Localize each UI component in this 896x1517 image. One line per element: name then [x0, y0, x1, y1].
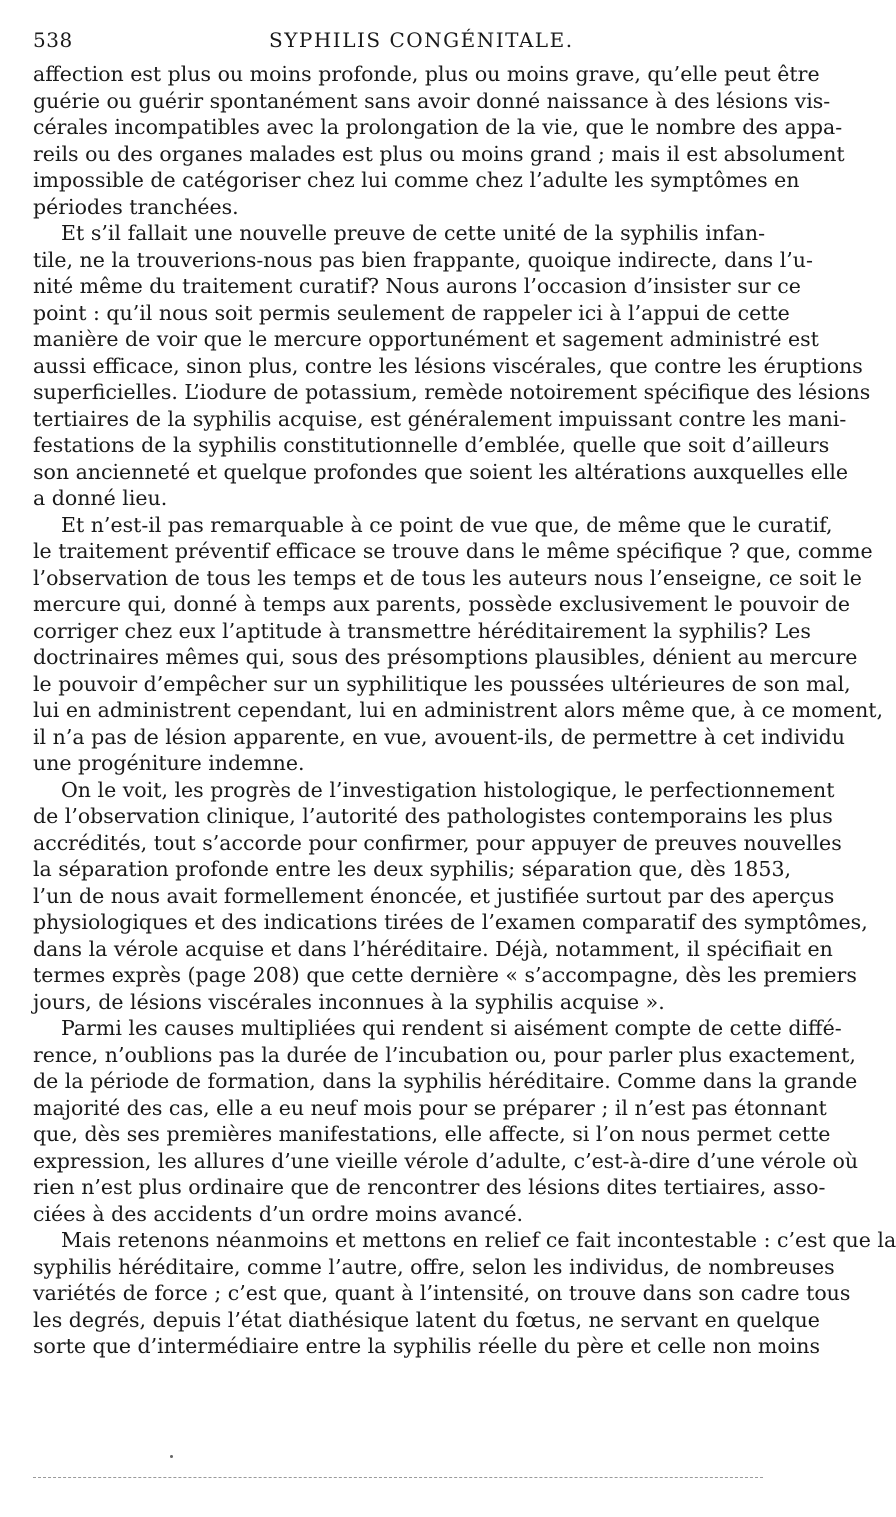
text-line: ciées à des accidents d’un ordre moins avancé. [33, 1201, 524, 1226]
text-line: dans la vérole acquise et dans l’héréditaire. Déjà, notamment, il spécifiait en [33, 936, 833, 961]
text-line: a donné lieu. [33, 486, 168, 510]
text-line: Parmi les causes multipliées qui rendent si aisément compte de cette diffé- [61, 1016, 842, 1040]
text-line: reils ou des organes malades est plus ou moins grand ; mais il est absolument [33, 141, 845, 166]
text-line: de la période de formation, dans la syphilis héréditaire. Comme dans la grande [33, 1069, 858, 1093]
text-line: jours, de lésions viscérales inconnues à la syphilis acquise ». [33, 989, 665, 1014]
text-line: une progéniture indemne. [33, 751, 305, 775]
text-line: physiologiques et des indications tirées de l’examen comparatif des symptômes, [33, 910, 868, 934]
text-line: le traitement préventif efficace se trouve dans le même spécifique ? que, comme [33, 539, 873, 563]
text-line: variétés de force ; c’est que, quant à l’intensité, on trouve dans son cadre tous [33, 1281, 851, 1305]
running-header [33, 22, 765, 58]
text-line: rien n’est plus ordinaire que de rencontrer des lésions dites tertiaires, asso- [33, 1175, 826, 1199]
text-line: point : qu’il nous soit permis seulement de rappeler ici à l’appui de cette [33, 300, 790, 325]
text-line: Et s’il fallait une nouvelle preuve de cette unité de la syphilis infan- [61, 221, 765, 245]
text-line: Mais retenons néanmoins et mettons en relief ce fait incontestable : c’est que la [61, 1228, 896, 1252]
text-line: impossible de catégoriser chez lui comme chez l’adulte les symptômes en [33, 168, 800, 192]
text-line: termes exprès (page 208) que cette dernière « s’accompagne, dès les premiers [33, 963, 857, 987]
text-line: l’observation de tous les temps et de tous les auteurs nous l’enseigne, ce soit le [33, 565, 862, 590]
text-line: nité même du traitement curatif? Nous aurons l’occasion d’insister sur ce [33, 274, 801, 298]
body-text [33, 61, 896, 1360]
text-line: aussi efficace, sinon plus, contre les lésions viscérales, que contre les éruptions [33, 353, 863, 378]
book-page [33, 0, 896, 1517]
text-line: il n’a pas de lésion apparente, en vue, avouent-ils, de permettre à cet individu [33, 724, 845, 749]
text-line: accrédités, tout s’accorde pour confirmer, pour appuyer de preuves nouvelles [33, 830, 842, 855]
text-line: corriger chez eux l’aptitude à transmettre héréditairement la syphilis? Les [33, 618, 811, 643]
text-line: périodes tranchées. [33, 194, 239, 219]
footer-rule [33, 1477, 763, 1478]
text-line: de l’observation clinique, l’autorité des pathologistes contemporains les plus [33, 804, 833, 828]
text-line: majorité des cas, elle a eu neuf mois pour se préparer ; il n’est pas étonnant [33, 1095, 827, 1120]
text-line: manière de voir que le mercure opportunément et sagement administré est [33, 327, 819, 351]
text-line: guérie ou guérir spontanément sans avoir donné naissance à des lésions vis- [33, 88, 831, 113]
text-line: expression, les allures d’une vieille vérole d’adulte, c’est-à-dire d’une vérole où [33, 1148, 859, 1173]
text-line: les degrés, depuis l’état diathésique latent du fœtus, ne servant en quelque [33, 1307, 820, 1332]
text-line: rence, n’oublions pas la durée de l’incubation ou, pour parler plus exactement, [33, 1042, 856, 1067]
text-line: lui en administrent cependant, lui en administrent alors même que, à ce moment, [33, 698, 884, 722]
text-line: festations de la syphilis constitutionnelle d’emblée, quelle que soit d’ailleurs [33, 433, 830, 457]
text-line: sorte que d’intermédiaire entre la syphilis réelle du père et celle non moins [33, 1334, 820, 1358]
text-line: mercure qui, donné à temps aux parents, possède exclusivement le pouvoir de [33, 592, 850, 616]
text-line: doctrinaires mêmes qui, sous des présomptions plausibles, dénient au mercure [33, 645, 858, 669]
text-line: superficielles. L’iodure de potassium, remède notoirement spécifique des lésions [33, 380, 871, 404]
running-title: SYPHILIS CONGÉNITALE. [269, 28, 574, 52]
text-line: tertiaires de la syphilis acquise, est généralement impuissant contre les mani- [33, 406, 847, 431]
text-line: tile, ne la trouverions-nous pas bien frappante, quoique indirecte, dans l’u- [33, 247, 813, 272]
text-line: l’un de nous avait formellement énoncée, et justifiée surtout par des aperçus [33, 883, 835, 908]
text-line: le pouvoir d’empêcher sur un syphilitique les poussées ultérieures de son mal, [33, 671, 851, 696]
text-line: cérales incompatibles avec la prolongation de la vie, que le nombre des appa- [33, 115, 843, 139]
text-line: On le voit, les progrès de l’investigation histologique, le perfectionnement [61, 777, 835, 802]
text-line: syphilis héréditaire, comme l’autre, offre, selon les individus, de nombreuses [33, 1254, 835, 1279]
text-line: son ancienneté et quelque profondes que soient les altérations auxquelles elle [33, 459, 849, 484]
text-line: Et n’est-il pas remarquable à ce point de vue que, de même que le curatif, [61, 512, 833, 537]
print-speck [170, 1455, 173, 1458]
text-line: que, dès ses premières manifestations, elle affecte, si l’on nous permet cette [33, 1122, 831, 1146]
text-line: la séparation profonde entre les deux syphilis; séparation que, dès 1853, [33, 857, 791, 881]
text-line: affection est plus ou moins profonde, plus ou moins grave, qu’elle peut être [33, 62, 820, 86]
page-number: 538 [33, 28, 73, 52]
